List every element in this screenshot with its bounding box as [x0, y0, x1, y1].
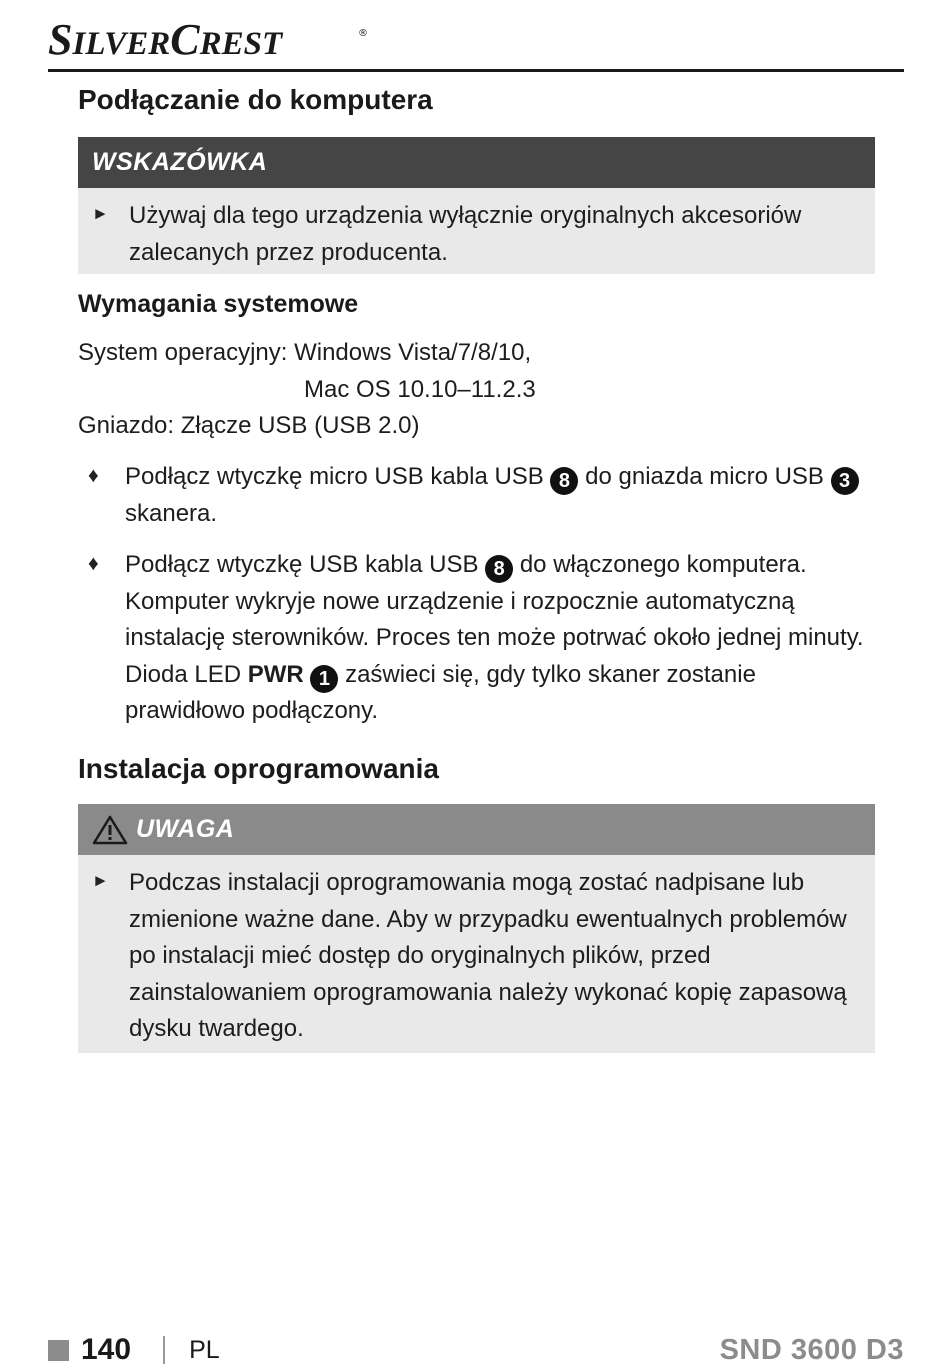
- led-label: PWR: [247, 660, 304, 688]
- step-1: [78, 459, 878, 532]
- hint-box: [78, 137, 875, 274]
- warning-text: Podczas instalacji oprogramowania mogą zostać nadpisane lub zmienione ważne dane. Aby w przypadku ewentualnych problemów po instalacji mieć dostęp do oryginalnych plików, przed zainstalowaniem oprogramowania należy wykonać kopię zapasową dysku twardego.: [129, 869, 847, 1042]
- requirements-title: Wymagania systemowe: [78, 290, 359, 318]
- header-divider: [48, 69, 904, 72]
- footer-square-icon: [48, 1340, 69, 1361]
- hint-label: WSKAZÓWKA: [92, 148, 268, 176]
- svg-text:®: ®: [358, 28, 368, 39]
- callout-number: 8: [550, 467, 578, 495]
- diamond-bullet-icon: ♦: [88, 552, 99, 575]
- page-number: 140: [81, 1333, 132, 1366]
- svg-text:SILVERCREST: SILVERCREST: [48, 15, 283, 64]
- footer-separator: [163, 1336, 165, 1364]
- arrow-bullet-icon: ►: [92, 871, 109, 890]
- arrow-bullet-icon: ►: [92, 204, 109, 223]
- step-1-text: Podłącz wtyczkę micro USB kabla USB 8 do gniazda micro USB 3 skanera.: [125, 459, 878, 532]
- brand-logo: [48, 14, 368, 64]
- warning-label: UWAGA: [136, 815, 235, 843]
- os-value-1: Windows Vista/7/8/10,: [294, 339, 532, 366]
- warning-body: [78, 855, 875, 1053]
- warning-box: [78, 804, 875, 1053]
- hint-text: Używaj dla tego urządzenia wyłącznie oryginalnych akcesoriów zalecanych przez producenta.: [129, 202, 802, 266]
- section-title-connect: Podłączanie do komputera: [78, 84, 433, 115]
- os-value-2: Mac OS 10.10–11.2.3: [304, 375, 536, 403]
- hint-header: [78, 137, 875, 188]
- port-value: Złącze USB (USB 2.0): [180, 412, 420, 439]
- callout-number: 1: [310, 665, 338, 693]
- system-requirements: [78, 335, 536, 445]
- diamond-bullet-icon: ♦: [88, 464, 99, 487]
- warning-triangle-icon: [92, 815, 128, 845]
- language-code: PL: [189, 1335, 220, 1364]
- callout-number: 3: [831, 467, 859, 495]
- section-title-install: Instalacja oprogramowania: [78, 753, 439, 784]
- callout-number: 8: [485, 555, 513, 583]
- port-label: Gniazdo:: [78, 412, 175, 439]
- step-2-text: Podłącz wtyczkę USB kabla USB 8 do włączonego komputera. Komputer wykryje nowe urządzenie i rozpocznie automatyczną instalację sterowników. Proces ten może potrwać około jednej minuty. Dioda LED PWR 1 zaświeci się, gdy tylko skaner zostanie prawidłowo podłączony.: [125, 551, 864, 724]
- step-2: [78, 547, 878, 730]
- os-label: System operacyjny:: [78, 339, 288, 366]
- warning-header: [78, 804, 875, 855]
- hint-body: [78, 188, 875, 274]
- model-number: SND 3600 D3: [719, 1333, 904, 1366]
- page-footer: [48, 1333, 904, 1367]
